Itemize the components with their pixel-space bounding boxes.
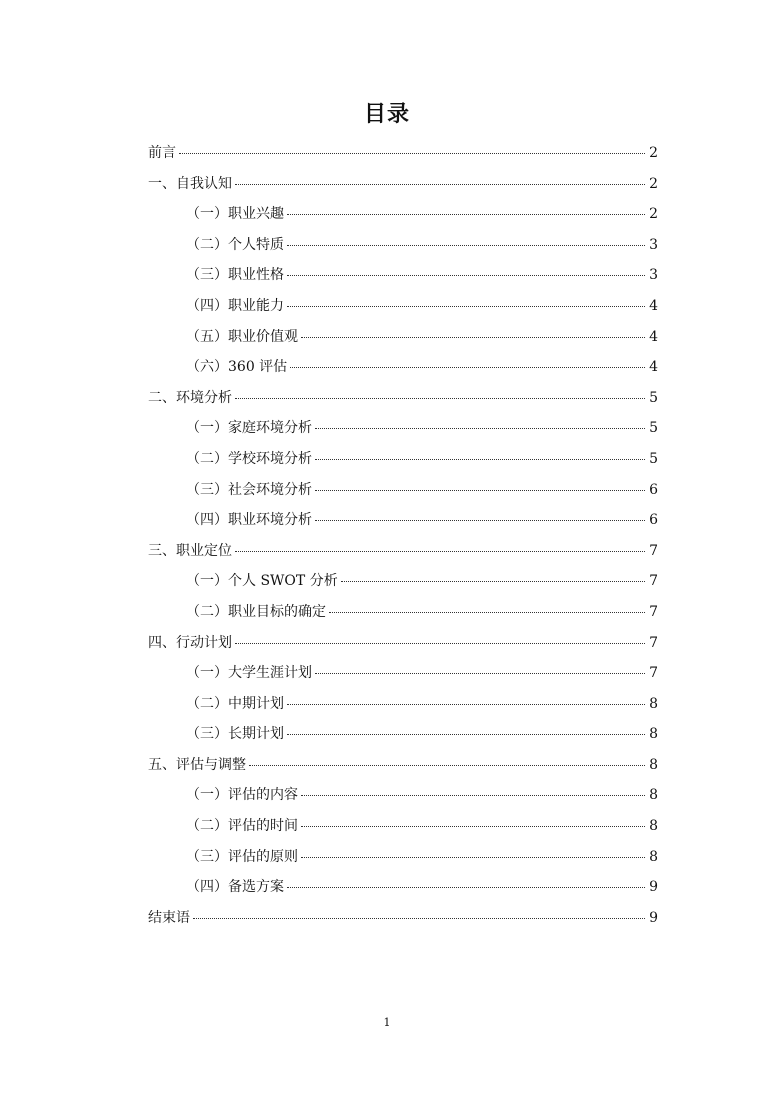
dot-leader <box>287 244 645 246</box>
toc-entry-label: （一）评估的内容 <box>186 787 298 804</box>
table-of-contents <box>148 138 658 933</box>
toc-entry-page-number: 7 <box>649 603 658 620</box>
toc-entry-chapter[interactable] <box>148 536 658 567</box>
dot-leader <box>235 642 645 644</box>
dot-leader <box>301 825 645 827</box>
toc-entry-label: （二）中期计划 <box>186 695 284 712</box>
toc-entry-section[interactable] <box>148 260 658 291</box>
toc-entry-label: （一）职业兴趣 <box>186 206 284 223</box>
toc-entry-section[interactable] <box>148 719 658 750</box>
toc-entry-label: （一）大学生涯计划 <box>186 665 312 682</box>
toc-entry-label: 一、自我认知 <box>148 175 232 192</box>
toc-entry-section[interactable] <box>148 872 658 903</box>
toc-entry-page-number: 7 <box>649 542 658 559</box>
toc-entry-page-number: 8 <box>649 818 658 835</box>
toc-entry-label: （二）职业目标的确定 <box>186 603 326 620</box>
toc-entry-page-number: 5 <box>649 389 658 406</box>
toc-entry-label: （四）职业环境分析 <box>186 512 312 529</box>
toc-entry-label: 结束语 <box>148 909 190 926</box>
toc-entry-page-number: 9 <box>649 909 658 926</box>
toc-entry-page-number: 7 <box>649 573 658 590</box>
toc-entry-page-number: 3 <box>649 267 658 284</box>
dot-leader <box>179 152 645 154</box>
dot-leader <box>329 611 645 613</box>
dot-leader <box>235 550 645 552</box>
toc-entry-page-number: 8 <box>649 848 658 865</box>
toc-entry-page-number: 2 <box>649 206 658 223</box>
toc-entry-page-number: 7 <box>649 665 658 682</box>
toc-entry-label: （一）家庭环境分析 <box>186 420 312 437</box>
toc-entry-chapter[interactable] <box>148 383 658 414</box>
toc-entry-page-number: 8 <box>649 756 658 773</box>
toc-entry-label: （三）社会环境分析 <box>186 481 312 498</box>
dot-leader <box>287 703 645 705</box>
toc-entry-section[interactable] <box>148 842 658 873</box>
dot-leader <box>315 489 645 491</box>
dot-leader <box>235 183 645 185</box>
toc-entry-page-number: 7 <box>649 634 658 651</box>
toc-entry-section[interactable] <box>148 658 658 689</box>
toc-entry-chapter[interactable] <box>148 628 658 659</box>
page-number: 1 <box>383 1016 391 1029</box>
toc-entry-page-number: 2 <box>649 145 658 161</box>
toc-entry-label: （二）评估的时间 <box>186 818 298 835</box>
toc-entry-label: 二、环境分析 <box>148 389 232 406</box>
toc-entry-label: 三、职业定位 <box>148 542 232 559</box>
toc-entry-page-number: 5 <box>649 420 658 437</box>
toc-entry-page-number: 2 <box>649 175 658 192</box>
toc-entry-section[interactable] <box>148 322 658 353</box>
toc-entry-page-number: 6 <box>649 481 658 498</box>
toc-entry-label: （三）职业性格 <box>186 267 284 284</box>
toc-entry-page-number: 4 <box>649 328 658 345</box>
dot-leader <box>287 733 645 735</box>
toc-entry-section[interactable] <box>148 291 658 322</box>
toc-entry-chapter[interactable] <box>148 750 658 781</box>
toc-entry-page-number: 4 <box>649 297 658 314</box>
dot-leader <box>341 580 645 582</box>
toc-entry-page-number: 4 <box>649 359 658 376</box>
toc-entry-section[interactable] <box>148 689 658 720</box>
toc-entry-section[interactable] <box>148 230 658 261</box>
dot-leader <box>301 794 645 796</box>
dot-leader <box>193 917 645 919</box>
toc-entry-label: 五、评估与调整 <box>148 756 246 773</box>
toc-entry-section[interactable] <box>148 780 658 811</box>
dot-leader <box>301 336 645 338</box>
toc-entry-label: （二）个人特质 <box>186 236 284 253</box>
toc-entry-section[interactable] <box>148 413 658 444</box>
toc-entry-section[interactable] <box>148 352 658 383</box>
dot-leader <box>301 856 645 858</box>
dot-leader <box>287 886 645 888</box>
toc-entry-section[interactable] <box>148 505 658 536</box>
toc-entry-page-number: 6 <box>649 512 658 529</box>
toc-entry-label: 前言 <box>148 145 176 161</box>
toc-title: 目录 <box>363 101 410 127</box>
toc-entry-label: （五）职业价值观 <box>186 328 298 345</box>
dot-leader <box>287 305 645 307</box>
toc-entry-section[interactable] <box>148 811 658 842</box>
dot-leader <box>290 366 645 368</box>
toc-entry-page-number: 8 <box>649 726 658 743</box>
toc-entry-section[interactable] <box>148 566 658 597</box>
toc-entry-label: （三）评估的原则 <box>186 848 298 865</box>
dot-leader <box>287 213 645 215</box>
toc-entry-label: （三）长期计划 <box>186 726 284 743</box>
toc-entry-page-number: 9 <box>649 879 658 896</box>
toc-entry-page-number: 8 <box>649 695 658 712</box>
dot-leader <box>315 672 645 674</box>
toc-entry-label: （二）学校环境分析 <box>186 450 312 467</box>
dot-leader <box>315 458 645 460</box>
toc-entry-chapter[interactable] <box>148 169 658 200</box>
toc-entry-section[interactable] <box>148 199 658 230</box>
toc-entry-label: （四）职业能力 <box>186 297 284 314</box>
dot-leader <box>249 764 645 766</box>
toc-entry-page-number: 5 <box>649 450 658 467</box>
toc-entry-section[interactable] <box>148 444 658 475</box>
toc-entry-label: （六）360 评估 <box>186 359 288 376</box>
toc-entry-page-number: 8 <box>649 787 658 804</box>
toc-entry-section[interactable] <box>148 475 658 506</box>
dot-leader <box>235 397 645 399</box>
toc-entry-page-number: 3 <box>649 236 658 253</box>
toc-entry-label: 四、行动计划 <box>148 634 232 651</box>
dot-leader <box>315 427 645 429</box>
toc-entry-chapter[interactable] <box>148 903 658 934</box>
toc-entry-label: （一）个人 SWOT 分析 <box>186 573 338 590</box>
toc-entry-label: （四）备选方案 <box>186 879 284 896</box>
dot-leader <box>315 519 645 521</box>
toc-entry-chapter[interactable] <box>148 138 658 169</box>
toc-entry-section[interactable] <box>148 597 658 628</box>
dot-leader <box>287 274 645 276</box>
